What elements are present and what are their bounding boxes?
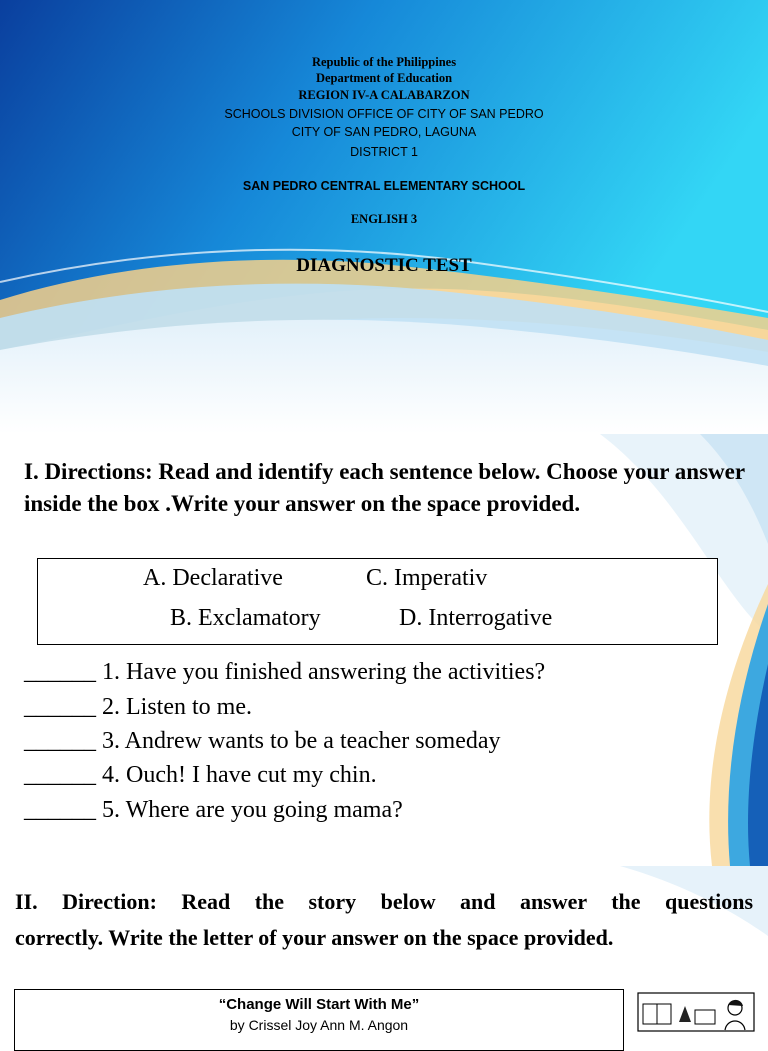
classroom-illustration [637,992,755,1032]
question-item-5: ______ 5. Where are you going mama? [24,797,403,823]
directions-part2-line1: II. Direction: Read the story below and answer the questions [15,889,753,914]
header-republic: Republic of the Philippines [311,55,457,69]
choice-a: A. Declarative [143,565,283,591]
question-item-3: ______ 3. Andrew wants to be a teacher someday [24,728,501,754]
question-item-2: ______ 2. Listen to me. [24,694,252,720]
story-title: “Change Will Start With Me” [218,996,420,1013]
question-item-4: ______ 4. Ouch! I have cut my chin. [24,762,377,788]
story-author: by Crissel Joy Ann M. Angon [229,1017,409,1033]
question-item-1: ______ 1. Have you finished answering the activities? [24,659,546,685]
header-region: REGION IV-A CALABARZON [298,88,470,102]
header-school: SAN PEDRO CENTRAL ELEMENTARY SCHOOL [242,179,526,193]
header-department: Department of Education [315,71,453,85]
header-district: DISTRICT 1 [350,145,418,159]
directions-part2-line2: correctly. Write the letter of your answer on the space provided. [15,925,614,950]
header-city: CITY OF SAN PEDRO, LAGUNA [291,125,477,139]
choice-c: C. Imperativ [366,565,488,591]
choice-b: B. Exclamatory [170,605,321,631]
choices-box [37,558,718,645]
directions-part1: I. Directions: Read and identify each sentence below. Choose your answer inside the box .Write your answer on the space provided. [24,459,745,516]
directions-slide-2 [0,866,768,1033]
directions-slide-1 [0,434,768,866]
header-subject: ENGLISH 3 [350,212,418,226]
title-slide [0,0,768,434]
directions-part2 [15,884,753,956]
header-division: SCHOOLS DIVISION OFFICE OF CITY OF SAN PEDRO [224,107,544,121]
story-box [14,989,624,1051]
page-title: DIAGNOSTIC TEST [296,255,472,276]
choice-d: D. Interrogative [399,605,553,631]
